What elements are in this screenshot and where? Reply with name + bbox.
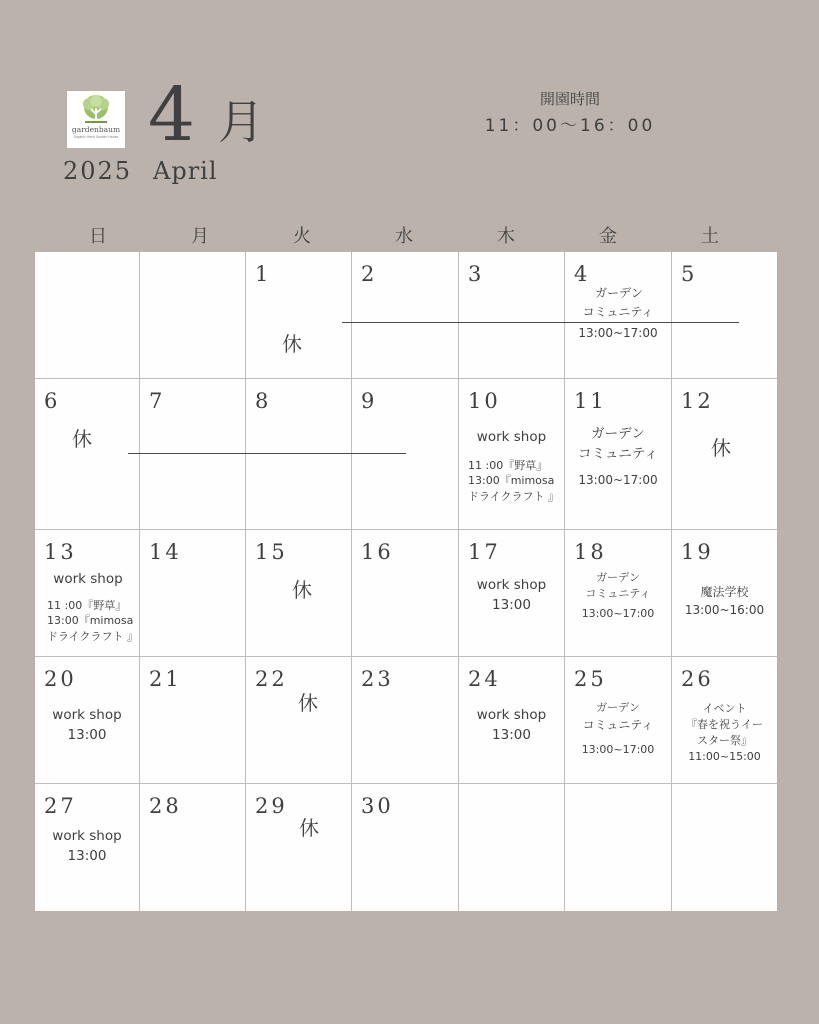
event-workshop-time: 13:00 <box>67 727 107 743</box>
event-garden-line1: ガーデン <box>596 701 640 714</box>
day-number: 27 <box>44 794 77 818</box>
day-number: 21 <box>149 667 182 691</box>
calendar-cell-day-19 <box>672 530 777 657</box>
calendar-cell-day-18 <box>565 530 672 657</box>
day-number: 4 <box>574 262 591 286</box>
calendar-cell-day-23 <box>352 657 459 784</box>
day-number: 10 <box>468 389 501 413</box>
event-garden-line2: コミュニティ <box>582 718 654 732</box>
calendar-cell-day-3 <box>459 252 565 379</box>
event-workshop-time: 13:00 <box>492 597 531 613</box>
workshop-detail-line: ドライクラフト 』 <box>468 489 559 503</box>
day-number: 15 <box>255 540 288 564</box>
closed-mark: 休 <box>711 436 731 460</box>
calendar-cell-day-7 <box>140 379 246 530</box>
day-number: 18 <box>574 540 607 564</box>
event-garden-time: 13:00~17:00 <box>581 743 655 756</box>
calendar-cell-empty <box>672 784 777 911</box>
event-workshop-label: work shop <box>52 828 122 844</box>
day-number: 3 <box>468 262 485 286</box>
calendar-cell-day-14 <box>140 530 246 657</box>
day-number: 26 <box>681 667 714 691</box>
calendar-cell-empty <box>140 252 246 379</box>
calendar-cell-day-25 <box>565 657 672 784</box>
month-number: 4 <box>148 72 196 158</box>
event-workshop-label: work shop <box>476 707 547 723</box>
day-number: 11 <box>574 389 607 413</box>
calendar-grid <box>35 252 777 911</box>
day-number: 14 <box>149 540 182 564</box>
day-number: 7 <box>149 389 166 413</box>
closed-mark: 休 <box>292 578 312 602</box>
event-magic-school-label: 魔法学校 <box>700 585 749 599</box>
event-garden-line2: コミュニティ <box>585 587 651 600</box>
event-garden-time: 13:00~17:00 <box>578 326 658 340</box>
workshop-detail-line: 13:00『mimosa <box>47 614 134 628</box>
calendar-cell-day-1 <box>246 252 352 379</box>
calendar-cell-empty <box>459 784 565 911</box>
opening-hours-label: 開園時間 <box>539 90 600 108</box>
closed-mark: 休 <box>299 816 319 840</box>
workshop-detail-line: 11 :00『野草』 <box>47 599 127 612</box>
day-number: 25 <box>574 667 607 691</box>
day-number: 2 <box>361 262 378 286</box>
event-garden-line2: コミュニティ <box>578 446 658 462</box>
event-easter-time: 11:00~15:00 <box>688 750 761 763</box>
day-number: 1 <box>255 262 272 286</box>
day-number: 28 <box>149 794 182 818</box>
calendar-cell-day-20 <box>35 657 140 784</box>
month-kanji: 月 <box>218 95 264 149</box>
calendar-cell-day-12 <box>672 379 777 530</box>
weekday-wed: 水 <box>395 226 413 247</box>
event-workshop-detail <box>468 458 559 504</box>
weekday-header <box>47 222 761 246</box>
event-easter-label: イベント <box>702 702 747 715</box>
span-line-week1 <box>342 322 739 323</box>
calendar-cell-day-10 <box>459 379 565 530</box>
day-number: 23 <box>361 667 394 691</box>
calendar-cell-day-16 <box>352 530 459 657</box>
calendar-cell-day-21 <box>140 657 246 784</box>
event-magic-school-time: 13:00~16:00 <box>684 603 765 617</box>
logo-name: gardenbaum <box>71 125 121 134</box>
calendar-cell-day-5 <box>672 252 777 379</box>
tree-logo-icon <box>77 94 115 126</box>
closed-mark: 休 <box>298 691 318 715</box>
workshop-detail-line: 11 :00『野草』 <box>468 459 548 472</box>
day-number: 5 <box>681 262 698 286</box>
event-garden-line1: ガーデン <box>596 571 640 584</box>
gardenbaum-logo <box>67 91 125 148</box>
calendar-cell-day-15 <box>246 530 352 657</box>
workshop-detail-line: 13:00『mimosa <box>468 474 555 488</box>
event-easter-title-2: スター祭』 <box>697 734 752 747</box>
day-number: 17 <box>468 540 501 564</box>
calendar-cell-day-8 <box>246 379 352 530</box>
closed-mark: 休 <box>72 427 92 451</box>
weekday-sat: 土 <box>701 226 719 247</box>
logo-subtext: Organic Herb Garden House <box>73 135 119 139</box>
month-english-label: April <box>153 157 218 185</box>
weekday-thu: 木 <box>497 226 515 247</box>
day-number: 22 <box>255 667 288 691</box>
calendar-cell-day-27 <box>35 784 140 911</box>
calendar-cell-day-28 <box>140 784 246 911</box>
weekday-fri: 金 <box>599 226 617 247</box>
day-number: 13 <box>44 540 77 564</box>
calendar-cell-day-30 <box>352 784 459 911</box>
year-label: 2025 <box>63 157 133 185</box>
calendar-cell-day-26 <box>672 657 777 784</box>
event-easter-title-1: 『春を祝うイー <box>686 718 763 731</box>
workshop-detail-line: ドライクラフト 』 <box>47 629 138 643</box>
day-number: 19 <box>681 540 714 564</box>
event-workshop-detail <box>47 598 138 644</box>
calendar-cell-day-17 <box>459 530 565 657</box>
event-workshop-label: work shop <box>52 707 122 723</box>
calendar-cell-day-22 <box>246 657 352 784</box>
day-number: 8 <box>255 389 272 413</box>
calendar-cell-day-24 <box>459 657 565 784</box>
day-number: 30 <box>361 794 394 818</box>
event-garden-line2: コミュニティ <box>582 305 654 319</box>
calendar-cell-empty <box>35 252 140 379</box>
weekday-tue: 火 <box>293 226 311 247</box>
event-garden-line1: ガーデン <box>595 286 643 300</box>
opening-hours-value: 11：00〜16：00 <box>484 116 656 136</box>
event-workshop-label: work shop <box>53 571 123 587</box>
day-number: 20 <box>44 667 77 691</box>
day-number: 29 <box>255 794 288 818</box>
calendar-cell-day-4 <box>565 252 672 379</box>
day-number: 12 <box>681 389 714 413</box>
calendar-cell-day-13 <box>35 530 140 657</box>
event-workshop-time: 13:00 <box>492 727 531 743</box>
event-garden-time: 13:00~17:00 <box>581 607 655 620</box>
day-number: 6 <box>44 389 61 413</box>
weekday-sun: 日 <box>89 226 107 247</box>
day-number: 16 <box>361 540 394 564</box>
event-garden-line1: ガーデン <box>591 426 645 442</box>
event-workshop-time: 13:00 <box>67 848 107 864</box>
closed-mark: 休 <box>282 332 302 356</box>
day-number: 9 <box>361 389 378 413</box>
event-workshop-label: work shop <box>476 429 547 445</box>
weekday-mon: 月 <box>191 226 209 247</box>
span-line-week2 <box>128 453 406 454</box>
calendar-cell-day-9 <box>352 379 459 530</box>
calendar-cell-day-29 <box>246 784 352 911</box>
calendar-cell-day-2 <box>352 252 459 379</box>
calendar-cell-day-11 <box>565 379 672 530</box>
calendar-cell-day-6 <box>35 379 140 530</box>
calendar-cell-empty <box>565 784 672 911</box>
day-number: 24 <box>468 667 501 691</box>
event-garden-time: 13:00~17:00 <box>578 473 658 487</box>
event-workshop-label: work shop <box>476 577 547 593</box>
